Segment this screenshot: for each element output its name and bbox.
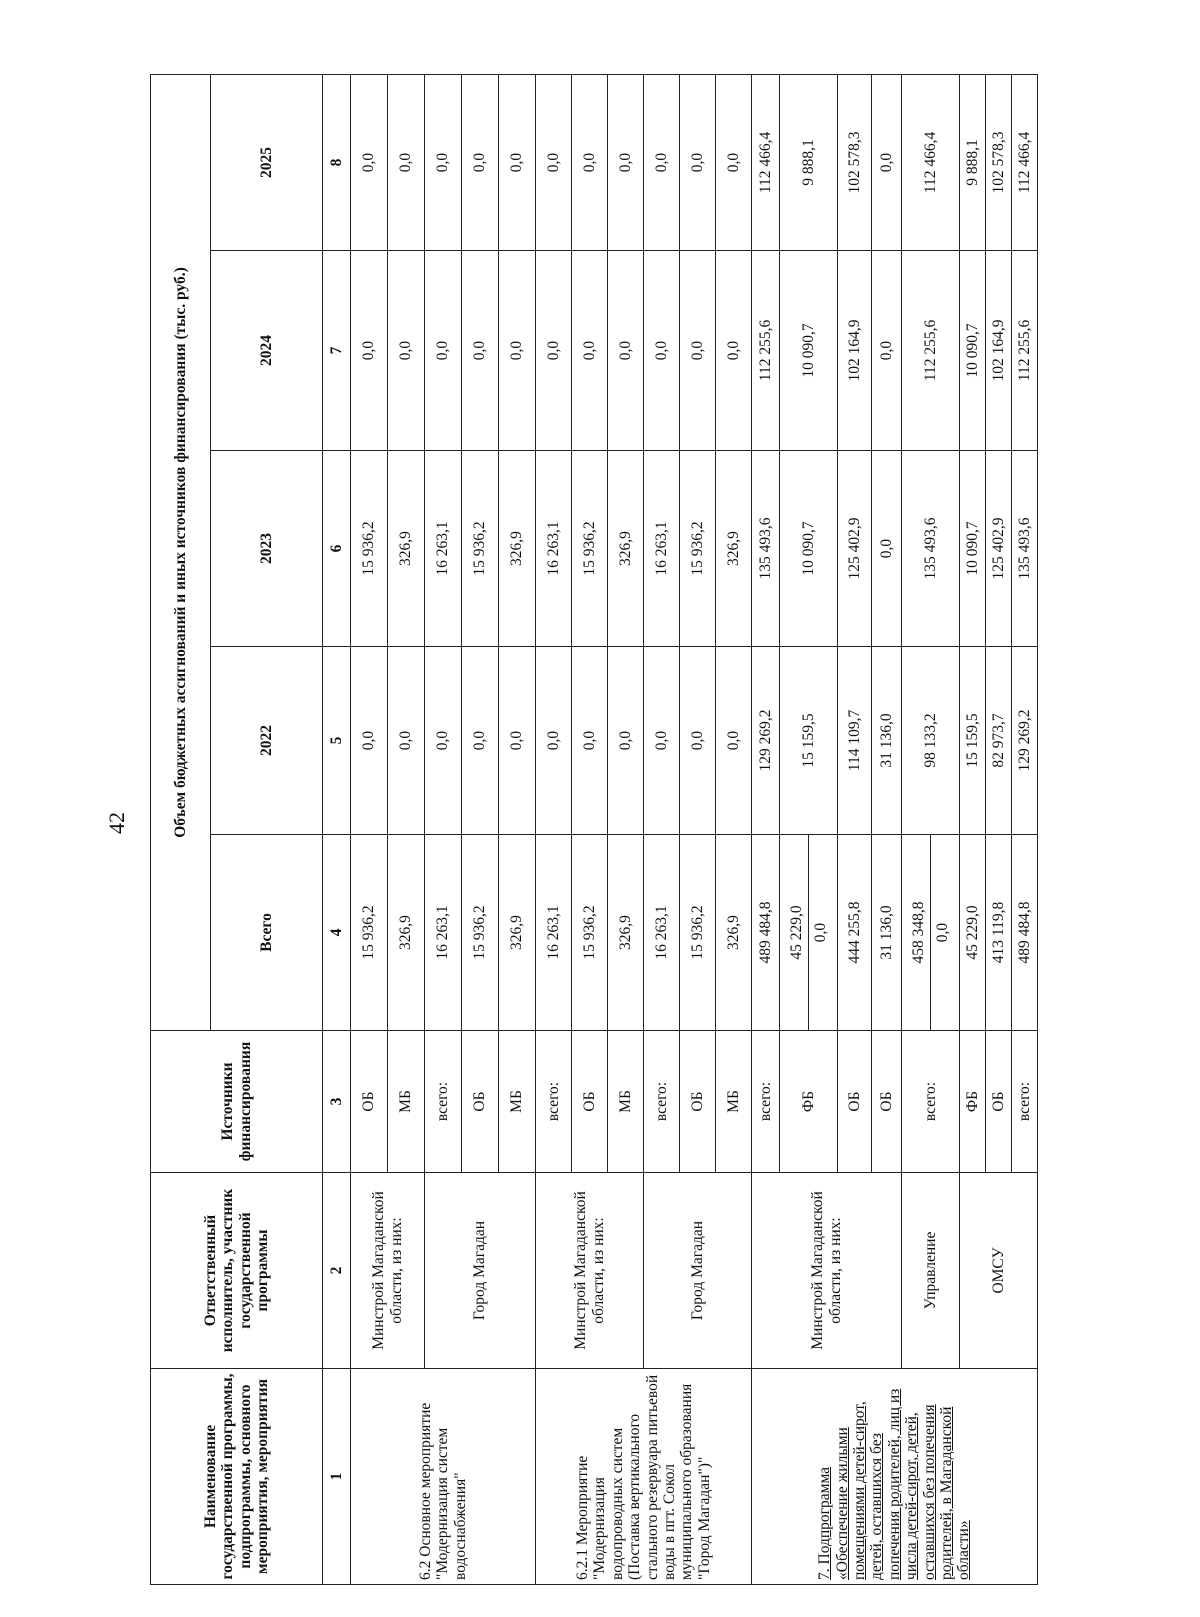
source-cell: ФБ (780, 1031, 838, 1173)
value-cell: 15 936,2 (680, 451, 716, 647)
value-cell: 0,0 (872, 75, 902, 251)
table-row (960, 75, 986, 1585)
source-cell: ОБ (572, 1031, 608, 1173)
value-cell-split (902, 835, 960, 1031)
executor-minstroy: Минстрой Магаданской области, из них: (351, 1173, 425, 1369)
value-cell: 102 164,9 (838, 251, 872, 451)
value-cell: 0,0 (680, 75, 716, 251)
value-cell: 0,0 (536, 251, 572, 451)
source-cell: ФБ (960, 1031, 986, 1173)
source-cell: ОБ (462, 1031, 499, 1173)
value-cell: 326,9 (608, 835, 644, 1031)
value-cell: 102 578,3 (986, 75, 1012, 251)
source-cell: ОБ (986, 1031, 1012, 1173)
value-cell: 10 090,7 (780, 451, 838, 647)
value-cell: 15 936,2 (680, 835, 716, 1031)
value-cell: 15 936,2 (351, 835, 388, 1031)
value-cell: 15 936,2 (351, 451, 388, 647)
value-cell-split (780, 835, 838, 1031)
value-cell: 16 263,1 (425, 835, 462, 1031)
source-cell: всего: (752, 1031, 780, 1173)
value-cell: 0,0 (462, 647, 499, 835)
value-cell: 112 466,4 (1012, 75, 1038, 251)
value-cell: 15 159,5 (780, 647, 838, 835)
value-cell: 0,0 (934, 922, 951, 943)
colnum: 7 (323, 251, 351, 451)
value-cell: 45 229,0 (960, 835, 986, 1031)
executor-magadan: Город Магадан (644, 1173, 752, 1369)
value-cell: 326,9 (499, 451, 536, 647)
value-cell: 326,9 (388, 451, 425, 647)
value-cell: 0,0 (351, 75, 388, 251)
value-cell: 458 348,8 (907, 835, 931, 1030)
value-cell: 326,9 (716, 451, 752, 647)
source-cell: всего: (1012, 1031, 1038, 1173)
value-cell: 0,0 (499, 251, 536, 451)
value-cell: 0,0 (572, 251, 608, 451)
value-cell: 0,0 (644, 251, 680, 451)
executor-minstroy: Минстрой Магаданской области, из них: (536, 1173, 644, 1369)
value-cell: 15 936,2 (462, 451, 499, 647)
value-cell: 0,0 (425, 251, 462, 451)
value-cell: 0,0 (644, 75, 680, 251)
value-cell: 112 255,6 (752, 251, 780, 451)
value-cell: 16 263,1 (644, 835, 680, 1031)
source-cell: МБ (716, 1031, 752, 1173)
table-row (425, 75, 462, 1585)
table-row (536, 75, 572, 1585)
value-cell: 16 263,1 (536, 451, 572, 647)
value-cell: 15 936,2 (462, 835, 499, 1031)
value-cell: 135 493,6 (1012, 451, 1038, 647)
colnum: 3 (323, 1031, 351, 1173)
source-cell: ОБ (680, 1031, 716, 1173)
header-2022: 2022 (211, 647, 323, 835)
header-2024: 2024 (211, 251, 323, 451)
value-cell: 0,0 (388, 647, 425, 835)
table-row (902, 75, 960, 1585)
program-name-7: 7. Подпрограмма «Обеспечение жилыми помещениями детей-сирот, детей, оставшихся без попечения родителей, лиц из числа детей-сирот, детей, оставшихся без попечения родителей, в Магаданской области» (752, 1369, 1038, 1585)
source-cell: ОБ (872, 1031, 902, 1173)
source-cell: ОБ (838, 1031, 872, 1173)
value-cell: 0,0 (608, 75, 644, 251)
source-cell: МБ (608, 1031, 644, 1173)
value-cell: 129 269,2 (752, 647, 780, 835)
header-name: Наименование государственной программы, подпрограммы, основного мероприятия, мероприятия (151, 1369, 323, 1585)
header-financing-group: Объем бюджетных ассигнований и иных источников финансирования (тыс. руб.) (151, 75, 211, 1031)
value-cell: 0,0 (716, 647, 752, 835)
value-cell: 16 263,1 (644, 451, 680, 647)
value-cell: 0,0 (872, 451, 902, 647)
value-cell: 0,0 (716, 251, 752, 451)
value-cell: 135 493,6 (902, 451, 960, 647)
value-cell: 0,0 (716, 75, 752, 251)
value-cell: 0,0 (812, 922, 829, 943)
value-cell: 0,0 (644, 647, 680, 835)
value-cell: 98 133,2 (902, 647, 960, 835)
value-cell: 326,9 (716, 835, 752, 1031)
value-cell: 82 973,7 (986, 647, 1012, 835)
header-source: Источники финансирования (151, 1031, 323, 1173)
colnum: 8 (323, 75, 351, 251)
value-cell: 114 109,7 (838, 647, 872, 835)
value-cell: 9 888,1 (960, 75, 986, 251)
value-cell: 10 090,7 (960, 451, 986, 647)
financing-table (150, 74, 1038, 1585)
rotated-table-wrapper (150, 75, 1033, 1585)
value-cell: 0,0 (388, 75, 425, 251)
header-2023: 2023 (211, 451, 323, 647)
colnum: 6 (323, 451, 351, 647)
value-cell: 15 159,5 (960, 647, 986, 835)
page-number: 42 (104, 812, 129, 834)
value-cell: 0,0 (351, 251, 388, 451)
value-cell: 125 402,9 (986, 451, 1012, 647)
value-cell: 112 255,6 (1012, 251, 1038, 451)
value-cell: 0,0 (425, 647, 462, 835)
value-cell: 129 269,2 (1012, 647, 1038, 835)
value-cell: 15 936,2 (572, 451, 608, 647)
value-cell: 489 484,8 (752, 835, 780, 1031)
value-cell: 0,0 (572, 75, 608, 251)
source-cell: ОБ (351, 1031, 388, 1173)
table-row (351, 75, 388, 1585)
value-cell: 31 136,0 (872, 835, 902, 1031)
value-cell: 0,0 (872, 251, 902, 451)
colnum: 2 (323, 1173, 351, 1369)
value-cell: 45 229,0 (785, 835, 809, 1030)
value-cell: 0,0 (388, 251, 425, 451)
column-numbers-row (323, 75, 351, 1585)
value-cell: 489 484,8 (1012, 835, 1038, 1031)
value-cell: 0,0 (680, 251, 716, 451)
header-executor: Ответственный исполнитель, участник государственной программы (151, 1173, 323, 1369)
colnum: 5 (323, 647, 351, 835)
executor-minstroy: Минстрой Магаданской области, из них: (752, 1173, 902, 1369)
value-cell: 112 466,4 (902, 75, 960, 251)
value-cell: 0,0 (680, 647, 716, 835)
source-cell: МБ (499, 1031, 536, 1173)
value-cell: 112 255,6 (902, 251, 960, 451)
table-row (644, 75, 680, 1585)
value-cell: 0,0 (462, 251, 499, 451)
value-cell: 9 888,1 (780, 75, 838, 251)
executor-magadan: Город Магадан (425, 1173, 536, 1369)
value-cell: 102 578,3 (838, 75, 872, 251)
value-cell: 413 119,8 (986, 835, 1012, 1031)
value-cell: 31 136,0 (872, 647, 902, 835)
value-cell: 0,0 (499, 75, 536, 251)
value-cell: 326,9 (499, 835, 536, 1031)
value-cell: 135 493,6 (752, 451, 780, 647)
program-name-6-2: 6.2 Основное мероприятие "Модернизация систем водоснабжения" (351, 1369, 536, 1585)
value-cell: 15 936,2 (572, 835, 608, 1031)
value-cell: 0,0 (425, 75, 462, 251)
value-cell: 10 090,7 (960, 251, 986, 451)
source-cell: всего: (425, 1031, 462, 1173)
value-cell: 0,0 (536, 75, 572, 251)
header-2025: 2025 (211, 75, 323, 251)
value-cell: 326,9 (608, 451, 644, 647)
colnum: 1 (323, 1369, 351, 1585)
value-cell: 16 263,1 (536, 835, 572, 1031)
value-cell: 0,0 (351, 647, 388, 835)
value-cell: 444 255,8 (838, 835, 872, 1031)
program-name-6-2-1: 6.2.1 Мероприятие "Модернизация водопроводных систем (Поставка вертикального стального резервуара питьевой воды в пгт. Сокол муниципального образования "Город Магадан")" (536, 1369, 752, 1585)
value-cell: 125 402,9 (838, 451, 872, 647)
executor-omsu: ОМСУ (960, 1173, 1038, 1369)
source-cell: всего: (644, 1031, 680, 1173)
value-cell: 0,0 (499, 647, 536, 835)
value-cell: 112 466,4 (752, 75, 780, 251)
source-cell: МБ (388, 1031, 425, 1173)
source-cell: всего: (902, 1031, 960, 1173)
executor-upravlenie: Управление (902, 1173, 960, 1369)
value-cell: 102 164,9 (986, 251, 1012, 451)
value-cell: 0,0 (536, 647, 572, 835)
value-cell: 0,0 (462, 75, 499, 251)
value-cell: 10 090,7 (780, 251, 838, 451)
source-cell: всего: (536, 1031, 572, 1173)
header-total: Всего (211, 835, 323, 1031)
value-cell: 16 263,1 (425, 451, 462, 647)
table-row (752, 75, 780, 1585)
value-cell: 0,0 (572, 647, 608, 835)
value-cell: 0,0 (608, 647, 644, 835)
colnum: 4 (323, 835, 351, 1031)
value-cell: 326,9 (388, 835, 425, 1031)
value-cell: 0,0 (608, 251, 644, 451)
